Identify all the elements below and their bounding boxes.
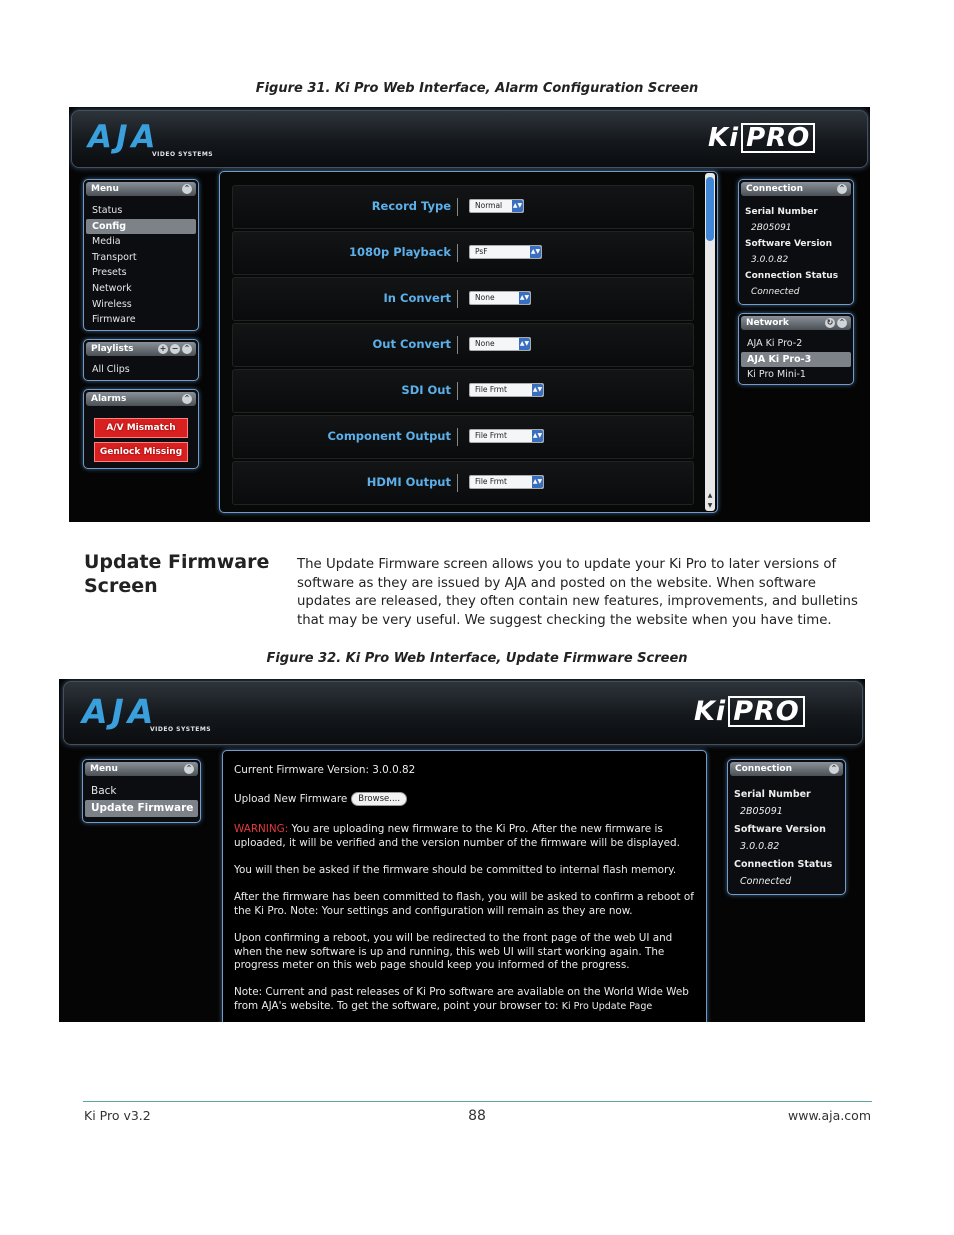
refresh-icon[interactable]: ↻: [826, 318, 834, 327]
menu-item-config[interactable]: Config: [86, 219, 196, 235]
chevron-down-icon: ▲▼: [519, 292, 530, 304]
config-row-sdi-out: [232, 369, 694, 413]
connection-panel-header: [730, 762, 843, 776]
playlist-item-all-clips[interactable]: All Clips: [92, 364, 130, 375]
alarm-av-mismatch: A/V Mismatch: [94, 418, 188, 438]
collapse-icon[interactable]: ⌃: [183, 184, 191, 193]
firmware-paragraph-1: You will then be asked if the firmware should be committed to internal flash memory.: [234, 864, 677, 876]
footer-website: www.aja.com: [788, 1108, 871, 1123]
alarms-panel-title: Alarms: [91, 394, 127, 404]
warning-label: WARNING:: [234, 823, 289, 835]
chevron-down-icon: ▲▼: [512, 200, 523, 212]
config-row-in-convert: [232, 277, 694, 321]
connection-status-label: Connection Status: [745, 271, 839, 281]
firmware-content: [222, 750, 707, 1022]
software-version-value: 3.0.0.82: [740, 841, 780, 853]
chevron-down-icon: ▲▼: [532, 384, 543, 396]
header-banner: [71, 110, 868, 168]
menu-item-presets[interactable]: Presets: [92, 267, 127, 279]
menu-item-update-firmware[interactable]: Update Firmware: [85, 800, 198, 817]
serial-number-value: 2B05091: [751, 223, 792, 233]
hdmi-output-select[interactable]: File Frmt ▲▼: [469, 475, 544, 489]
menu-panel-title: Menu: [90, 764, 118, 774]
connection-panel-title: Connection: [746, 184, 804, 194]
firmware-paragraph-4: [234, 986, 699, 1013]
out-convert-select[interactable]: None ▲▼: [469, 337, 531, 351]
network-panel-title: Network: [746, 318, 789, 328]
chevron-down-icon: ▲▼: [532, 476, 543, 488]
1080p-playback-select[interactable]: PsF ▲▼: [469, 245, 542, 259]
sdi-out-select[interactable]: File Frmt ▲▼: [469, 383, 544, 397]
playlists-panel-title: Playlists: [91, 344, 134, 354]
collapse-icon[interactable]: ⌃: [830, 764, 838, 773]
config-label: SDI Out: [401, 383, 451, 397]
menu-list: [84, 198, 198, 328]
connection-status-value: Connected: [740, 876, 792, 888]
config-label: 1080p Playback: [349, 245, 451, 259]
record-type-select[interactable]: Normal ▲▼: [469, 199, 524, 213]
network-item[interactable]: Ki Pro Mini-1: [747, 369, 806, 381]
menu-item-status[interactable]: Status: [92, 205, 123, 216]
kipro-logo-ki: Ki: [694, 696, 727, 727]
config-row-1080p-playback: [232, 231, 694, 275]
menu-item-network[interactable]: Network: [92, 282, 132, 294]
aja-logo: AJA: [82, 692, 158, 731]
serial-number-label: Serial Number: [745, 207, 818, 217]
kipro-logo: [708, 123, 815, 153]
firmware-note: Note: Current and past releases of Ki Pro software are available on the World Wide Web from AJA's website. To get the software, point your browser to:: [234, 986, 689, 1012]
chevron-down-icon: ▲▼: [530, 246, 541, 258]
config-row-out-convert: [232, 323, 694, 367]
collapse-icon[interactable]: ⌃: [185, 764, 193, 773]
aja-logo-subtitle: VIDEO SYSTEMS: [152, 151, 214, 158]
firmware-paragraph-3: Upon confirming a reboot, you will be redirected to the front page of the web UI and when the new software is up and running, this web UI will start working again. The progress meter on this web page should keep you informed of the progress.: [234, 932, 673, 972]
browse-button[interactable]: Browse....: [351, 792, 407, 806]
config-row-component-output: [232, 415, 694, 459]
aja-logo: AJA: [88, 119, 160, 155]
kipro-logo-pro: PRO: [728, 696, 805, 727]
footer-page-number: 88: [468, 1108, 486, 1124]
add-playlist-icon[interactable]: +: [159, 344, 167, 353]
scroll-down-icon[interactable]: ▼: [707, 502, 713, 509]
alarms-panel: [83, 389, 199, 469]
connection-panel-title: Connection: [735, 764, 793, 774]
network-panel: [738, 313, 854, 385]
config-scrollbar[interactable]: [705, 173, 715, 511]
ki-pro-update-page-link[interactable]: Ki Pro Update Page: [561, 1000, 653, 1012]
menu-item-wireless[interactable]: Wireless: [92, 298, 132, 310]
config-label: HDMI Output: [366, 475, 451, 489]
footer-rule: [83, 1101, 872, 1102]
menu-item-back[interactable]: Back: [91, 785, 117, 797]
in-convert-select[interactable]: None ▲▼: [469, 291, 531, 305]
collapse-icon[interactable]: ⌃: [838, 184, 846, 193]
menu-item-media[interactable]: Media: [92, 236, 121, 248]
connection-status-label: Connection Status: [734, 858, 833, 870]
scrollbar-thumb[interactable]: [706, 177, 714, 241]
remove-playlist-icon[interactable]: −: [171, 344, 179, 353]
menu-panel-header: [86, 182, 196, 196]
config-label: Record Type: [371, 199, 451, 213]
kipro-logo-ki: Ki: [708, 123, 740, 153]
component-output-select[interactable]: File Frmt ▲▼: [469, 429, 544, 443]
upload-firmware-row: [234, 792, 699, 807]
software-version-value: 3.0.0.82: [751, 255, 789, 265]
warning-paragraph: [234, 823, 699, 850]
menu-item-firmware[interactable]: Firmware: [92, 314, 136, 326]
connection-panel: [738, 179, 854, 305]
config-row-record-type: [232, 185, 694, 229]
header-banner: [63, 681, 863, 745]
footer-doc-version: Ki Pro v3.2: [84, 1108, 151, 1123]
collapse-icon[interactable]: ⌃: [183, 344, 191, 353]
alarms-panel-header: [86, 392, 196, 406]
kipro-logo-pro: PRO: [741, 123, 815, 153]
menu-panel-header: [85, 762, 198, 776]
chevron-down-icon: ▲▼: [532, 430, 543, 442]
figure-31-caption: Figure 31. Ki Pro Web Interface, Alarm Configuration Screen: [255, 81, 699, 96]
connection-panel-header: [741, 182, 851, 196]
collapse-icon[interactable]: ⌃: [183, 394, 191, 403]
collapse-icon[interactable]: ⌃: [838, 318, 846, 327]
network-panel-header: [741, 316, 851, 330]
playlists-panel-header: [86, 342, 196, 356]
warning-text: You are uploading new firmware to the Ki Pro. After the new firmware is uploaded, it will be verified and the version number of the firmware will be displayed.: [234, 823, 680, 849]
config-label: In Convert: [383, 291, 451, 305]
software-version-label: Software Version: [734, 823, 826, 835]
menu-panel: [82, 759, 201, 823]
network-item-selected[interactable]: AJA Ki Pro-3: [741, 352, 851, 368]
alarm-config-screenshot: [69, 107, 870, 522]
config-row-hdmi-output: [232, 461, 694, 505]
menu-item-transport[interactable]: Transport: [92, 251, 137, 263]
scroll-up-icon[interactable]: ▲: [707, 492, 713, 499]
section-body: The Update Firmware screen allows you to update your Ki Pro to later versions of software as they are issued by AJA and posted on the website. When software updates are released, they often contain new features, improvements, and bulletins that may be very useful. We suggest checking the website when you have time.: [297, 557, 858, 628]
serial-number-value: 2B05091: [740, 806, 783, 818]
kipro-logo: [694, 696, 805, 727]
upload-firmware-label: Upload New Firmware: [234, 793, 348, 805]
menu-panel: [83, 179, 199, 331]
update-firmware-screenshot: [59, 679, 865, 1022]
chevron-down-icon: ▲▼: [519, 338, 530, 350]
config-label: Out Convert: [372, 337, 451, 351]
playlists-panel: [83, 339, 199, 381]
aja-logo-subtitle: VIDEO SYSTEMS: [150, 726, 212, 733]
current-firmware-version: Current Firmware Version: 3.0.0.82: [234, 764, 416, 776]
menu-panel-title: Menu: [91, 184, 119, 194]
figure-32-caption: Figure 32. Ki Pro Web Interface, Update Firmware Screen: [266, 651, 688, 666]
firmware-paragraph-2: After the firmware has been committed to flash, you will be asked to confirm a reboot of the Ki Pro. Note: Your settings and configuration will remain as they are now.: [234, 891, 694, 917]
software-version-label: Software Version: [745, 239, 832, 249]
config-label: Component Output: [327, 429, 451, 443]
section-heading: Update Firmware Screen: [84, 551, 270, 597]
network-item[interactable]: AJA Ki Pro-2: [747, 338, 803, 349]
connection-panel: [727, 759, 846, 895]
serial-number-label: Serial Number: [734, 789, 811, 800]
alarm-genlock-missing: Genlock Missing: [94, 442, 188, 462]
connection-status-value: Connected: [751, 287, 800, 297]
